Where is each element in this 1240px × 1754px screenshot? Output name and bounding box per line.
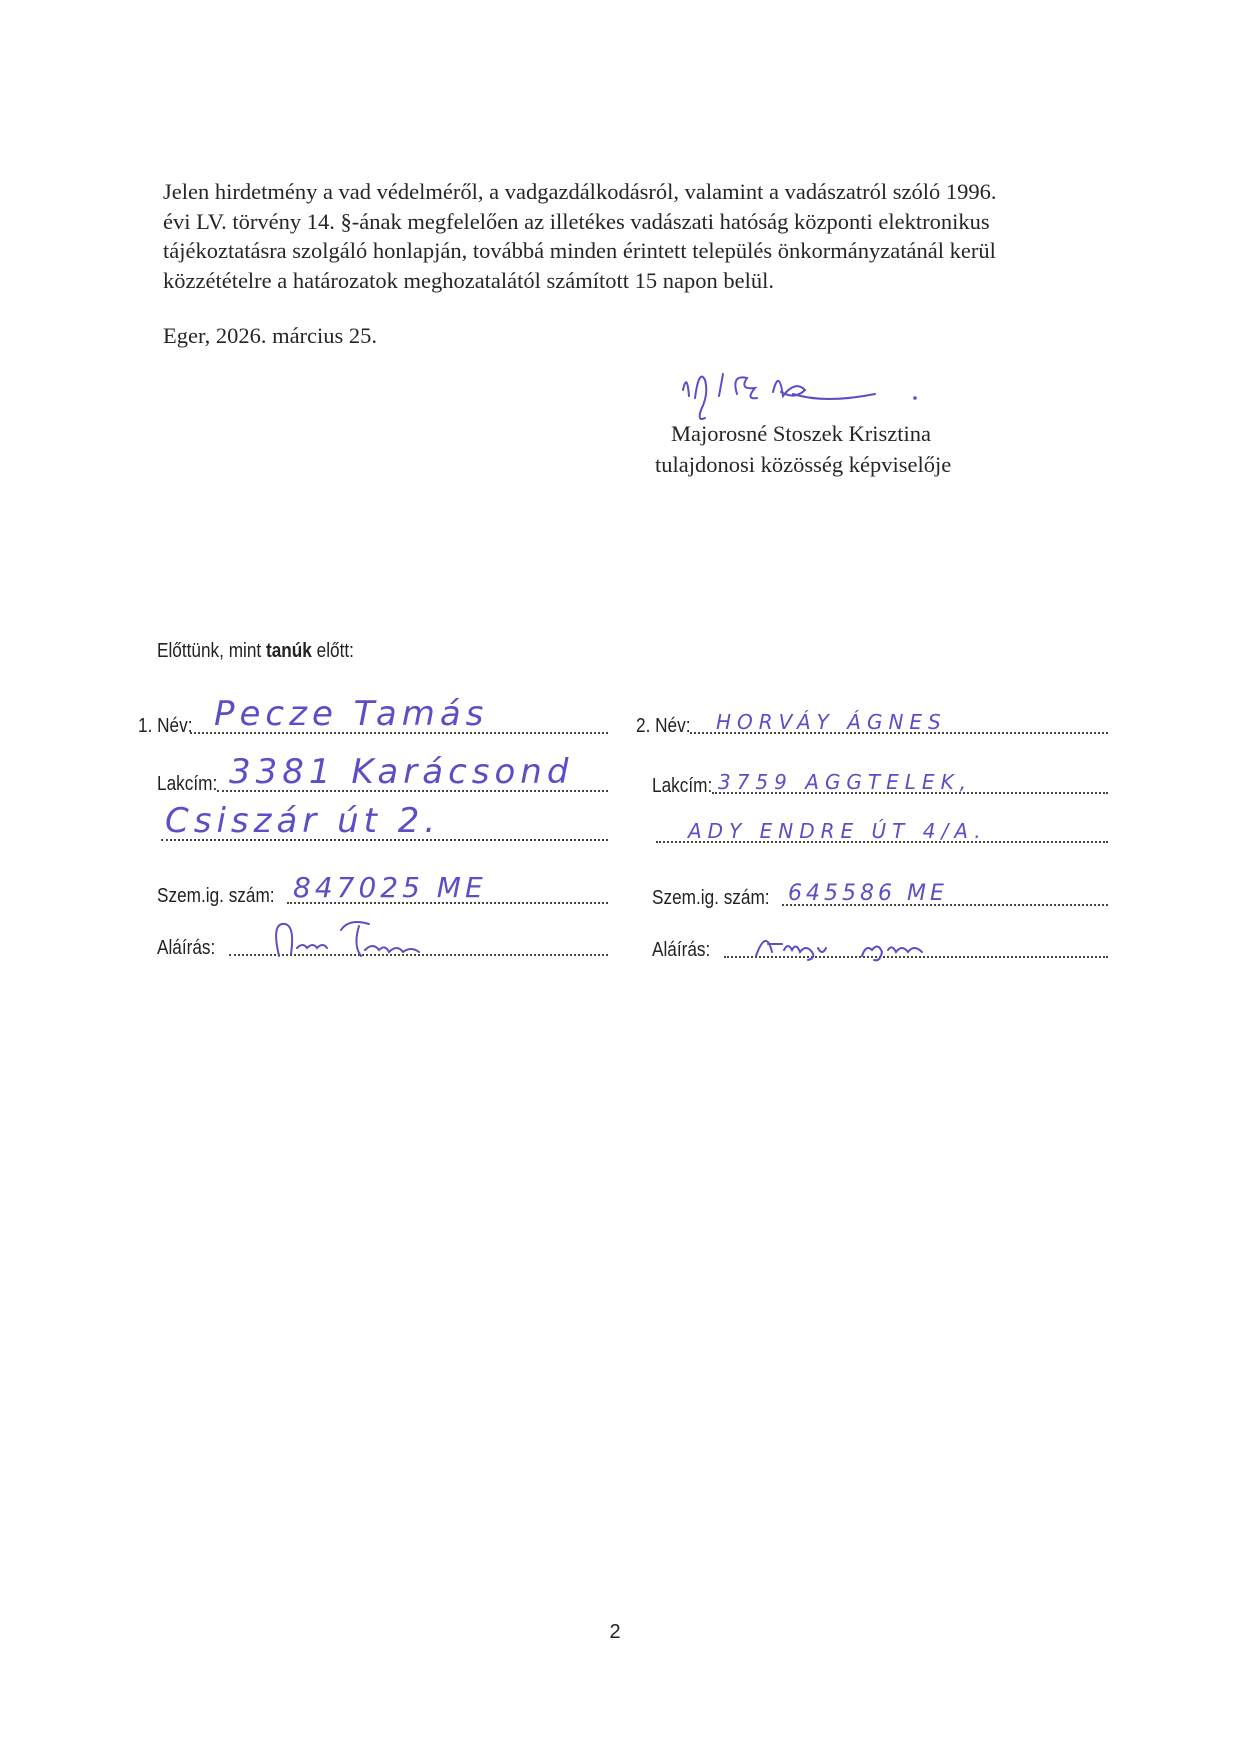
witness-2-address-line-2: ADY ENDRE ÚT 4/A.	[688, 819, 987, 843]
witness-2-name: HORVÁY ÁGNES	[716, 710, 947, 734]
field-label: Szem.ig. szám:	[157, 885, 275, 907]
witness-1-address-line-1: 3381 Karácsond	[229, 752, 574, 792]
witness-1-name-field	[138, 694, 608, 740]
witness-2-name-field	[636, 700, 1108, 740]
notice-line: közzétételre a határozatok meghozatalától számított 15 napon belül.	[163, 267, 774, 293]
witness-1-id-field	[157, 870, 608, 910]
field-label: 1. Név:	[138, 715, 193, 737]
field-label: Lakcím:	[652, 775, 713, 797]
witness-2-id-field	[652, 872, 1108, 912]
witness-2-id-number: 645586 ME	[788, 881, 948, 906]
notice-line: évi LV. törvény 14. §-ának megfelelően az illetékes vadászati hatóság központi elektronikus	[163, 208, 990, 234]
signer-name: Majorosné Stoszek Krisztina	[671, 421, 931, 446]
witness-2-signature-field	[652, 924, 1108, 964]
page-number: 2	[609, 1621, 621, 1643]
witness-1-address-line-2: Csiszár út 2.	[165, 801, 441, 841]
field-label: Aláírás:	[157, 937, 216, 959]
witness-1-id-number: 847025 ME	[293, 871, 487, 904]
witness-2-address-line-2-field	[652, 809, 1108, 849]
witness-2-address-line-1: 3759 AGGTELEK,	[718, 770, 973, 794]
field-label: Aláírás:	[652, 939, 711, 961]
witness-1-signature-field	[157, 922, 608, 962]
signer-signature-icon	[675, 360, 935, 430]
notice-line: Jelen hirdetmény a vad védelméről, a vadgazdálkodásról, valamint a vadászatról szóló 1996.	[163, 179, 997, 204]
notice-paragraph	[163, 177, 1103, 295]
field-label: 2. Név:	[636, 715, 691, 737]
notice-line: tájékoztatásra szolgáló honlapján, továbbá minden érintett település önkormányzatánál kerül	[163, 238, 996, 263]
witness-1-address-line-2-field	[157, 801, 608, 847]
field-label: Lakcím:	[157, 773, 218, 795]
field-label: Szem.ig. szám:	[652, 887, 770, 909]
witness-1-signature-icon	[269, 916, 459, 960]
witness-2-signature-icon	[752, 922, 952, 962]
witness-1-address-field	[157, 752, 608, 798]
witness-1-name: Pecze Tamás	[214, 694, 489, 734]
witness-2-address-field	[652, 760, 1108, 800]
place-date: Eger, 2026. március 25.	[163, 323, 378, 348]
witness-heading: Előttünk, mint tanúk előtt:	[157, 640, 354, 662]
signer-role: tulajdonosi közösség képviselője	[655, 452, 952, 477]
